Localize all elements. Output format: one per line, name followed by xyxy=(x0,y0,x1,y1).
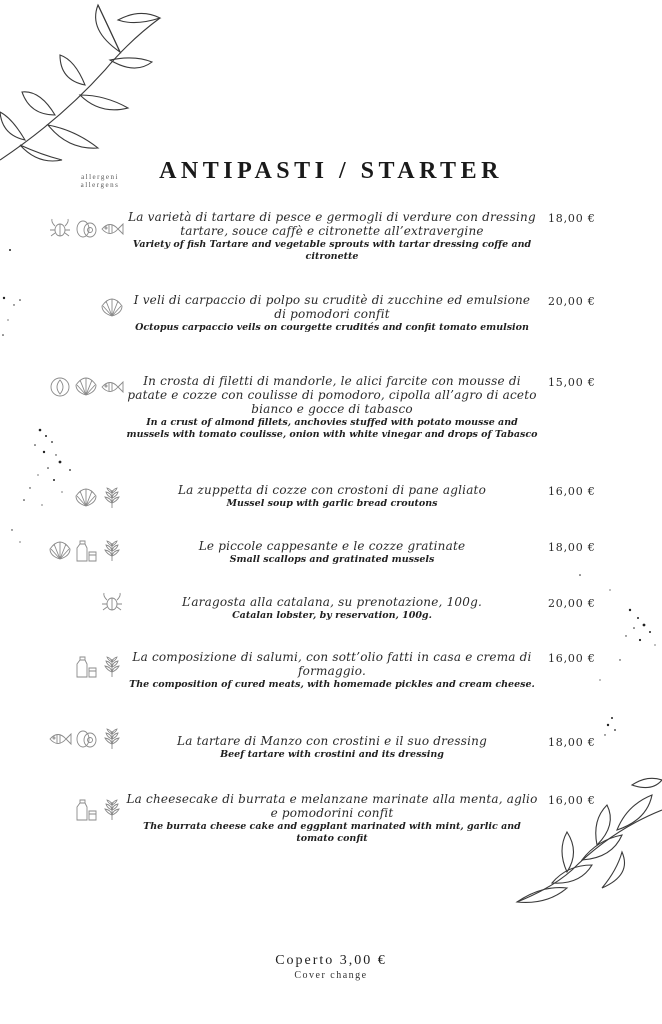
menu-item-description xyxy=(126,210,538,263)
allergen-icons xyxy=(40,540,124,562)
menu-item-name-en: Small scallops and gratinated mussels xyxy=(229,554,435,565)
menu-item-description xyxy=(126,374,538,441)
allergen-icons xyxy=(40,656,124,678)
menu-item-price: 18,00 € xyxy=(548,212,596,225)
menu-item-name-en: Octopus carpaccio veils on courgette crudités and confit tomato emulsion xyxy=(135,322,529,333)
gluten-icon xyxy=(100,540,124,562)
menu-item-price: 16,00 € xyxy=(548,652,596,665)
menu-item-description xyxy=(126,792,538,845)
menu-item-description xyxy=(126,595,538,622)
menu-item-name-en: Mussel soup with garlic bread croutons xyxy=(226,498,438,509)
menu-item-description xyxy=(126,734,538,761)
mollusc-icon xyxy=(100,297,124,319)
menu-item-price: 20,00 € xyxy=(548,597,596,610)
mollusc-icon xyxy=(74,487,98,509)
menu-item-name-en: Catalan lobster, by reservation, 100g. xyxy=(232,610,432,621)
allergen-icons xyxy=(40,376,124,398)
menu-item-name-it: La tartare di Manzo con crostini e il suo dressing xyxy=(177,734,487,748)
allergen-icons xyxy=(40,799,124,821)
allergen-icons xyxy=(40,487,124,509)
menu-item-name-en: The burrata cheese cake and eggplant marinated with mint, garlic and tomato confit xyxy=(143,821,521,844)
egg-icon xyxy=(74,728,98,750)
mollusc-icon xyxy=(48,540,72,562)
mollusc-icon xyxy=(74,376,98,398)
allergens-label-en: allergens xyxy=(80,181,120,189)
menu-item-name-it: La zuppetta di cozze con crostoni di pane agliato xyxy=(178,483,486,497)
menu-item-name-it: Le piccole cappesante e le cozze gratinate xyxy=(198,539,466,553)
milk-icon xyxy=(74,540,98,562)
menu-item-price: 16,00 € xyxy=(548,794,596,807)
milk-icon xyxy=(74,799,98,821)
menu-item-name-it: La varietà di tartare di pesce e germogli di verdure con dressing tartare, souce caffè e citronette all’extravergine xyxy=(128,210,536,238)
menu-item-name-it: La cheesecake di burrata e melanzane marinate alla menta, aglio e pomodorini confit xyxy=(126,792,538,820)
menu-item-name-en: Variety of fish Tartare and vegetable sprouts with tartar dressing coffe and citronette xyxy=(132,239,532,262)
leaf-branch-top-left xyxy=(0,0,170,165)
gluten-icon xyxy=(100,487,124,509)
menu-item-price: 16,00 € xyxy=(548,485,596,498)
allergen-icons xyxy=(40,218,124,240)
menu-item-price: 20,00 € xyxy=(548,295,596,308)
menu-item-price: 18,00 € xyxy=(548,541,596,554)
menu-item-name-it: L’aragosta alla catalana, su prenotazione, 100g. xyxy=(182,595,482,609)
menu-item-price: 15,00 € xyxy=(548,376,596,389)
fish-icon xyxy=(100,376,124,398)
menu-item-name-it: In crosta di filetti di mandorle, le alici farcite con mousse di patate e cozze con coulisse di pomodoro, cipolla all’agro di aceto bianco e gocce di tabasco xyxy=(127,374,537,416)
menu-item-name-it: I veli di carpaccio di polpo su cruditè di zucchine ed emulsione di pomodori confit xyxy=(133,293,531,321)
crustacean-icon xyxy=(100,592,124,614)
gluten-icon xyxy=(100,728,124,750)
menu-item-name-en: In a crust of almond fillets, anchovies stuffed with potato mousse and mussels with tomato coulisse, onion with white vinegar and drops of Tabasco xyxy=(126,417,538,440)
menu-item-price: 18,00 € xyxy=(548,736,596,749)
crustacean-icon xyxy=(48,218,72,240)
menu-item-name-en: The composition of cured meats, with homemade pickles and cream cheese. xyxy=(129,679,535,690)
footer xyxy=(0,953,662,981)
allergen-icons xyxy=(40,728,124,750)
egg-icon xyxy=(74,218,98,240)
nuts-icon xyxy=(48,376,72,398)
menu-item-description xyxy=(126,539,538,566)
fish-icon xyxy=(100,218,124,240)
allergen-icons xyxy=(40,592,124,614)
menu-item-description xyxy=(126,483,538,510)
fish-icon xyxy=(48,728,72,750)
gluten-icon xyxy=(100,656,124,678)
menu-item-name-en: Beef tartare with crostini and its dressing xyxy=(220,749,444,760)
section-title: ANTIPASTI / STARTER xyxy=(159,158,503,184)
gluten-icon xyxy=(100,799,124,821)
menu-item-description xyxy=(126,293,538,334)
coperto-price: Coperto 3,00 € xyxy=(275,953,387,968)
cover-charge-label: Cover change xyxy=(294,970,368,981)
allergen-icons xyxy=(40,297,124,319)
menu-item-name-it: La composizione di salumi, con sott’olio fatti in casa e crema di formaggio. xyxy=(132,650,532,678)
allergens-label-it: allergeni xyxy=(81,173,119,181)
menu-item-description xyxy=(126,650,538,691)
milk-icon xyxy=(74,656,98,678)
